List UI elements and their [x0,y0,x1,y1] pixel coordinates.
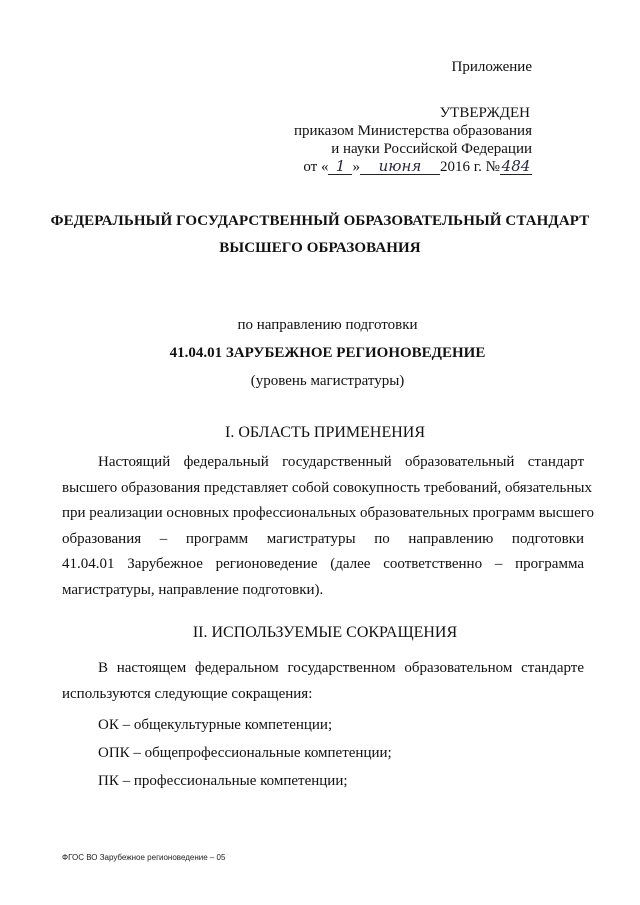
education-level: (уровень магистратуры) [250,373,405,389]
paragraph-line: Настоящий федеральный государственный образовательный стандарт [98,454,584,470]
appendix-label: Приложение [451,59,532,75]
approval-block [294,104,532,176]
order-year: 2016 г. № [439,159,500,175]
page-footer: ФГОС ВО Зарубежное регионоведение – 05 [62,853,226,862]
document-title [0,208,640,262]
direction-code-name: 41.04.01 ЗАРУБЕЖНОЕ РЕГИОНОВЕДЕНИЕ [169,345,486,361]
section-1-heading: I. ОБЛАСТЬ ПРИМЕНЕНИЯ [224,424,426,441]
order-number: 484 [501,157,531,175]
paragraph-line: высшего образования представляет собой совокупность требований, обязательных [62,479,592,496]
abbreviation-item: ПК – профессиональные компетенции; [98,773,348,789]
section-1-paragraph [62,450,595,603]
section-2-heading: II. ИСПОЛЬЗУЕМЫЕ СОКРАЩЕНИЯ [192,624,458,641]
paragraph-line: В настоящем федеральном государственном образовательном стандарте [98,660,584,676]
order-line-2: и науки Российской Федерации [331,141,532,157]
abbreviation-item: ОПК – общепрофессиональные компетенции; [98,745,392,761]
order-month: июня [360,159,440,175]
order-date-line [294,158,532,176]
order-line-1: приказом Министерства образования [294,123,532,139]
paragraph-line: используются следующие сокращения: [62,685,313,702]
date-prefix: от « [303,159,329,175]
direction-label: по направлению подготовки [237,317,418,333]
paragraph-line: при реализации основных профессиональных образовательных программ высшего [62,505,595,521]
title-line-1: ФЕДЕРАЛЬНЫЙ ГОСУДАРСТВЕННЫЙ ОБРАЗОВАТЕЛЬНЫЙ СТАНДАРТ [50,213,590,229]
section-2-intro [62,656,584,707]
date-mid: » [352,159,360,175]
abbreviation-item: ОК – общекультурные компетенции; [98,717,333,733]
paragraph-line: образования – программ магистратуры по направлению подготовки [62,530,584,547]
paragraph-line: 41.04.01 Зарубежное регионоведение (далее соответственно – программа [62,556,584,572]
order-day: 1 [328,159,352,175]
approved-label: УТВЕРЖДЕН [439,105,530,121]
paragraph-line: магистратуры, направление подготовки). [62,581,324,598]
title-line-2: ВЫСШЕГО ОБРАЗОВАНИЯ [219,240,421,256]
